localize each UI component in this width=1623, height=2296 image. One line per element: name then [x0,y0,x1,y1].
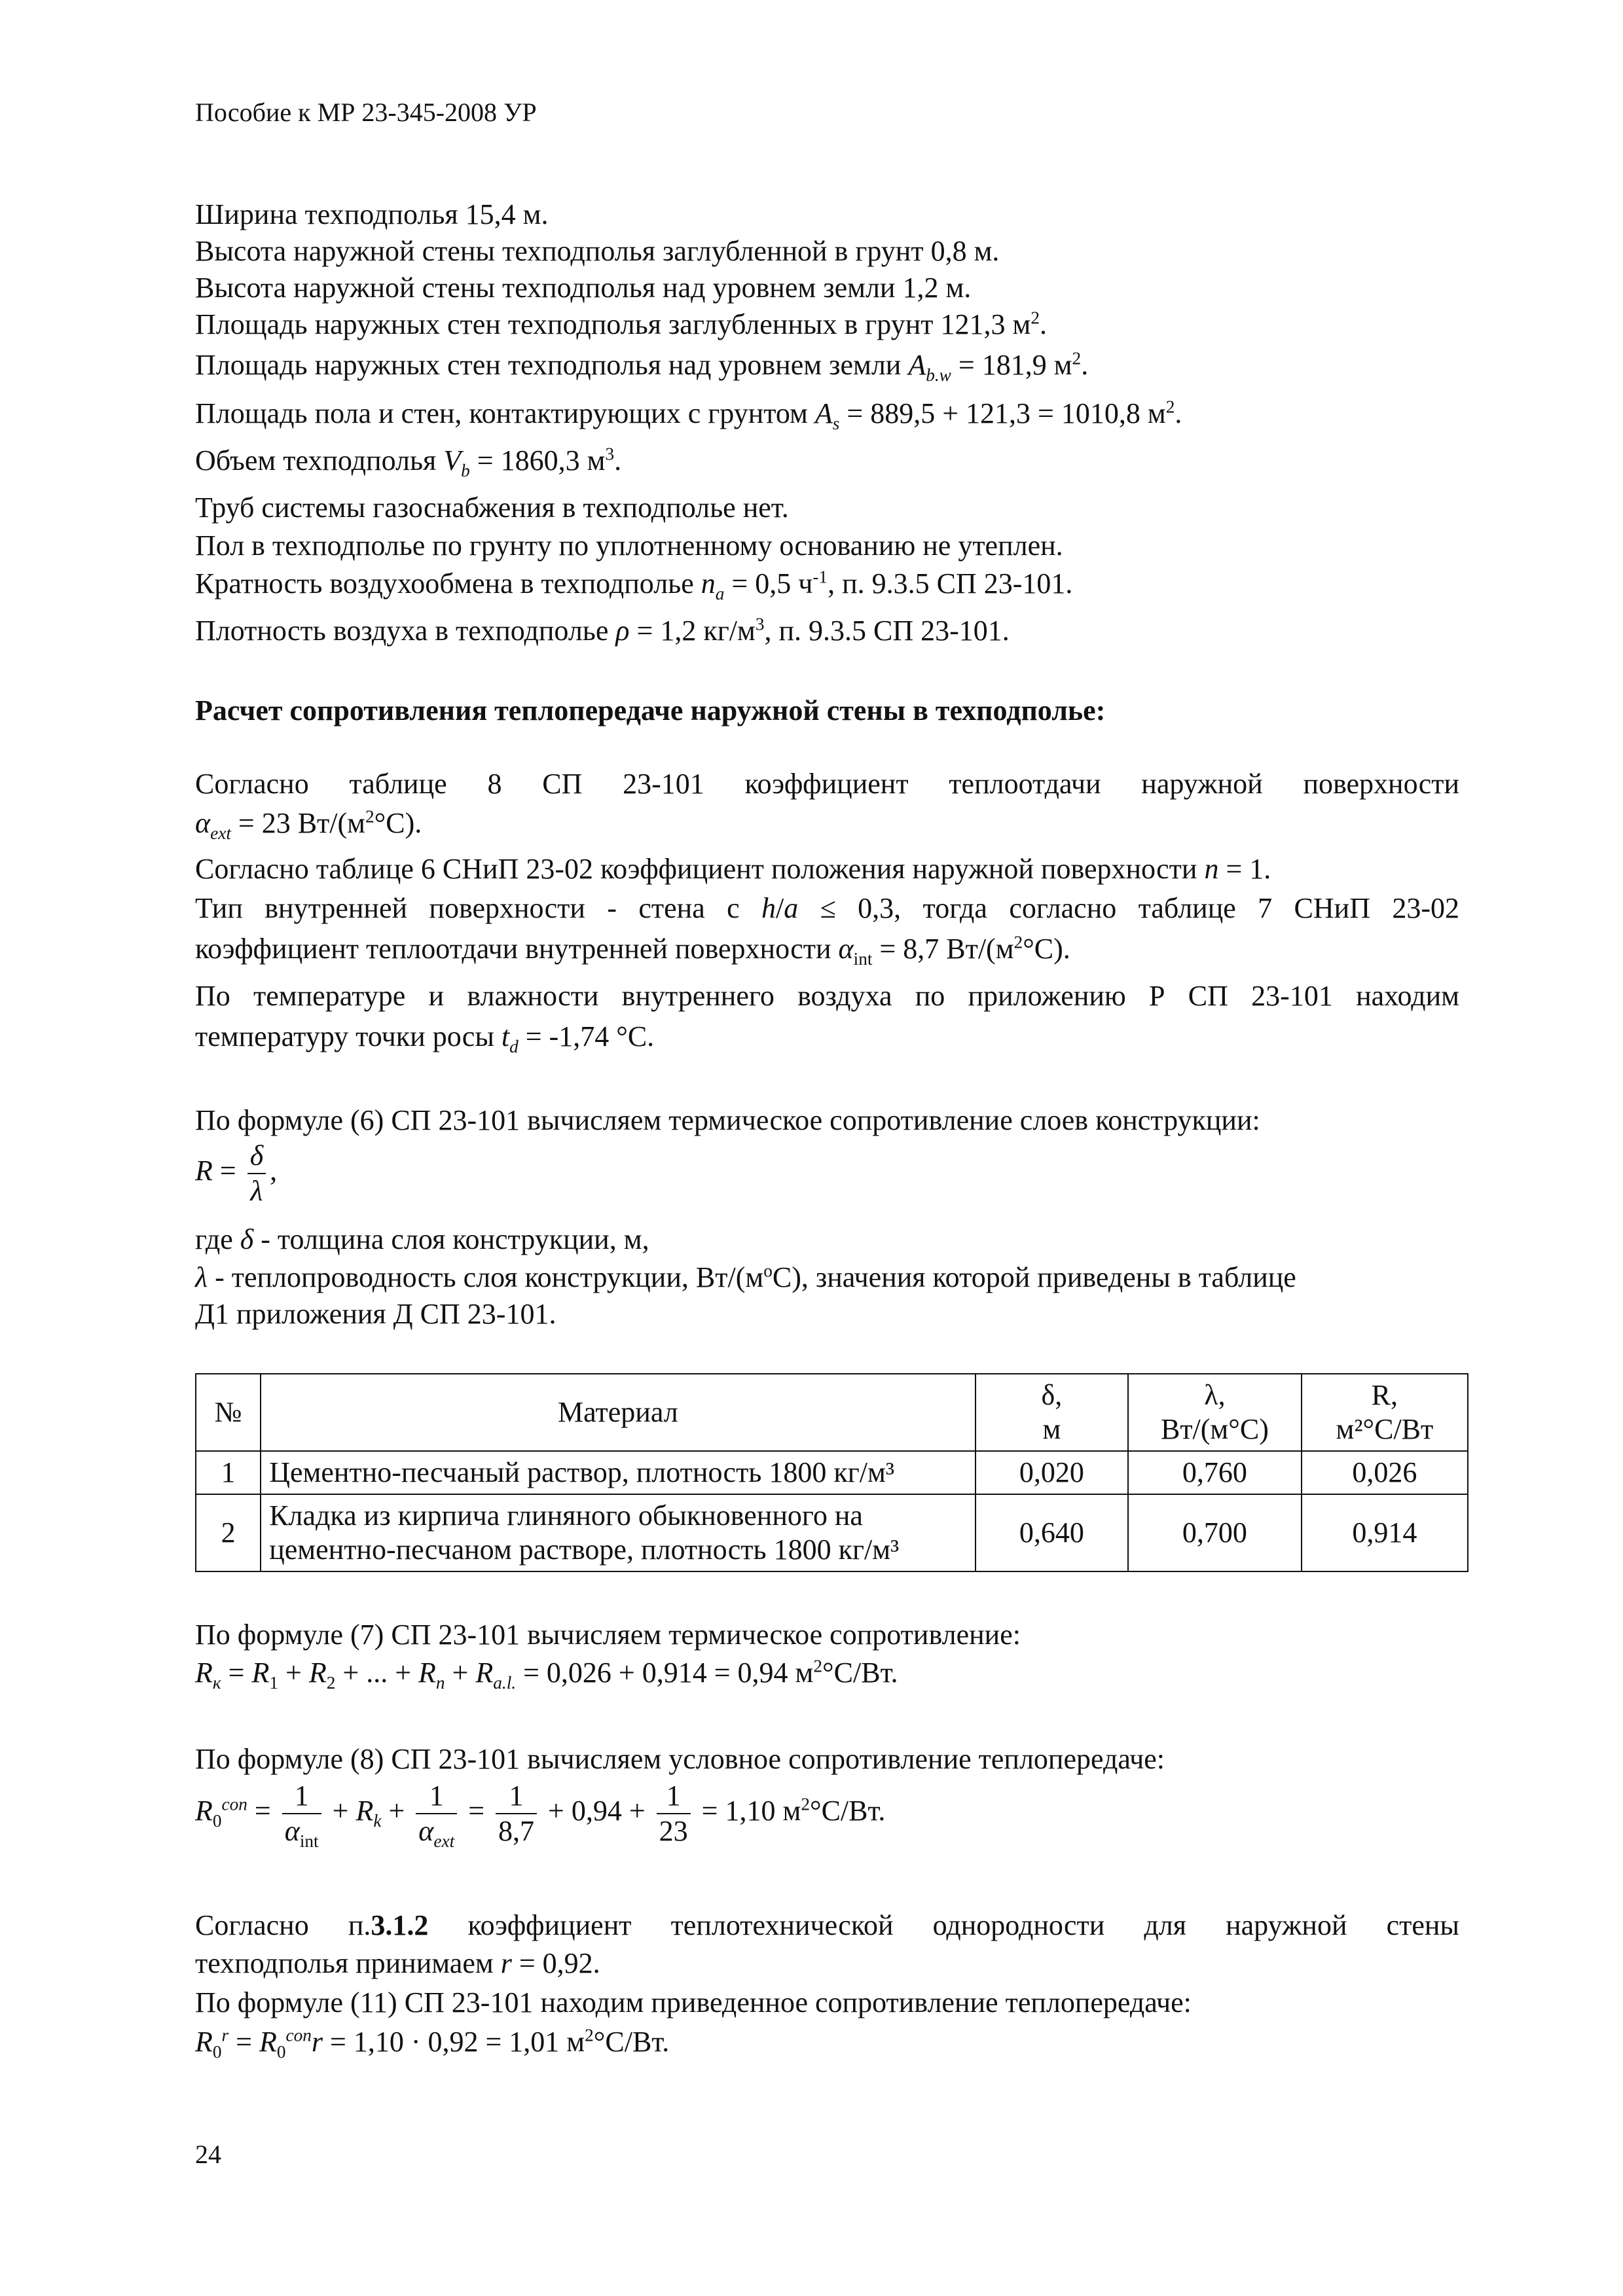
col-header-delta: δ, м [976,1374,1129,1451]
text-line: техподполья принимаем r = 0,92. [195,1947,600,1979]
text-line: Пол в техподполье по грунту по уплотненному основанию не утеплен. [195,529,1063,562]
text-line: Высота наружной стены техподполья над уровнем земли 1,2 м. [195,272,972,304]
cell-lambda: 0,700 [1128,1494,1302,1571]
materials-table [195,1373,1468,1572]
text-line: Труб системы газоснабжения в техподполье нет. [195,492,789,524]
table-header-row [196,1374,1468,1451]
formula-r: R = $\frac{\delta}{\lambda}$ , [195,1139,278,1207]
text-line: По формуле (8) СП 23-101 вычисляем условное сопротивление теплопередаче: [195,1743,1165,1775]
cell-r: 0,914 [1302,1494,1468,1571]
formula-rk: $R_к = R_1 + R_2$ + ... + $R_n + R_{a.l.} = 0,026 + 0,914 = 0,94$ $м^2^\circ С/Вт$. [195,1656,898,1693]
text-line: где δ - толщина слоя конструкции, м, [195,1223,649,1255]
text-line: Согласно таблице 6 СНиП 23-02 коэффициент положения наружной поверхности n = 1. [195,853,1271,885]
text-line: По формуле (11) СП 23-101 находим приведенное сопротивление теплопередаче: [195,1986,1192,2018]
text-line: Д1 приложения Д СП 23-101. [195,1298,556,1330]
col-header-lambda: λ, Вт/(м°С) [1128,1374,1302,1451]
cell-material: Кладка из кирпича глиняного обыкновенного на цементно-песчаном растворе, плотность 1800 кг/м³ [261,1494,975,1571]
formula-r0-r: $R_0^r = R_0^{con}r = 1,10 \cdot 0,92 = 1,01$ $м^2^\circ С/Вт$. [195,2025,670,2062]
section-heading: Расчет сопротивления теплопередаче наружной стены в техподполье: [195,694,1106,726]
page-header: Пособие к МР 23-345-2008 УР [195,98,537,127]
text-line: коэффициент теплоотдачи внутренней поверхности $\alpha_{int} = 8,7$ $Вт/(м^2^\circ С)$. [195,932,1070,969]
text-line: $\alpha_{ext} = 23$ $Вт/(м^2^\circ С)$. [195,806,422,843]
col-header-r: R, м²°С/Вт [1302,1374,1468,1451]
cell-delta: 0,640 [976,1494,1129,1571]
text-line: По температуре и влажности внутреннего воздуха по приложению Р СП 23-101 находим [195,980,1459,1012]
page-number: 24 [195,2140,221,2169]
cell-number: 1 [196,1451,261,1494]
text-line: Площадь пола и стен, контактирующих с грунтом $A_s = 889,5 + 121,3 = 1010,8$ $м^2$. [195,397,1182,433]
text-line: Площадь наружных стен техподполья заглубленных в грунт 121,3 $м^2$. [195,308,1047,340]
table-row [196,1494,1468,1571]
cell-delta: 0,020 [976,1451,1129,1494]
cell-lambda: 0,760 [1128,1451,1302,1494]
cell-r: 0,026 [1302,1451,1468,1494]
formula-r0-con: $R_0^{con}$ = $\frac{1}{\alpha_{int}}$ + $R_k$ + $\frac{1}{\alpha_{ext}}$ = $\frac{1}{8,7}$ + 0,94 + $\frac{1}{23}$ = 1,10 $м^2^\circ С/Вт$. [195,1780,886,1851]
text-line: температуру точки росы $t_d = -1,74$ °С. [195,1020,655,1056]
text-line: По формуле (7) СП 23-101 вычисляем термическое сопротивление: [195,1619,1021,1651]
cell-number: 2 [196,1494,261,1571]
text-line: Кратность воздухообмена в техподполье $n_a = 0,5$ $ч^{-1}$, п. 9.3.5 СП 23-101. [195,567,1073,603]
text-line: Согласно таблице 8 СП 23-101 коэффициент теплоотдачи наружной поверхности [195,768,1459,800]
text-line: Плотность воздуха в техподполье ρ = 1,2 $кг/м^3$, п. 9.3.5 СП 23-101. [195,614,1010,647]
text-line: По формуле (6) СП 23-101 вычисляем термическое сопротивление слоев конструкции: [195,1104,1260,1136]
text-line: Высота наружной стены техподполья заглубленной в грунт 0,8 м. [195,235,1000,267]
text-line: Площадь наружных стен техподполья над уровнем земли $A_{b.w} = 181,9$ $м^2$. [195,348,1089,385]
text-line: Тип внутренней поверхности - стена с h/a ≤ 0,3, тогда согласно таблице 7 СНиП 23-02 [195,892,1460,924]
text-line: Согласно п.3.1.2 коэффициент теплотехнической однородности для наружной стены [195,1909,1459,1941]
col-header-material: Материал [261,1374,975,1451]
text-line: λ - теплопроводность слоя конструкции, $Вт/(м^oС)$, значения которой приведены в таблице [195,1261,1296,1293]
cell-material: Цементно-песчаный раствор, плотность 1800 кг/м³ [261,1451,975,1494]
col-header-number: № [196,1374,261,1451]
table-row [196,1451,1468,1494]
text-line: Ширина техподполья 15,4 м. [195,198,549,230]
text-line: Объем техподполья $V_b = 1860,3$ $м^3$. [195,444,622,480]
